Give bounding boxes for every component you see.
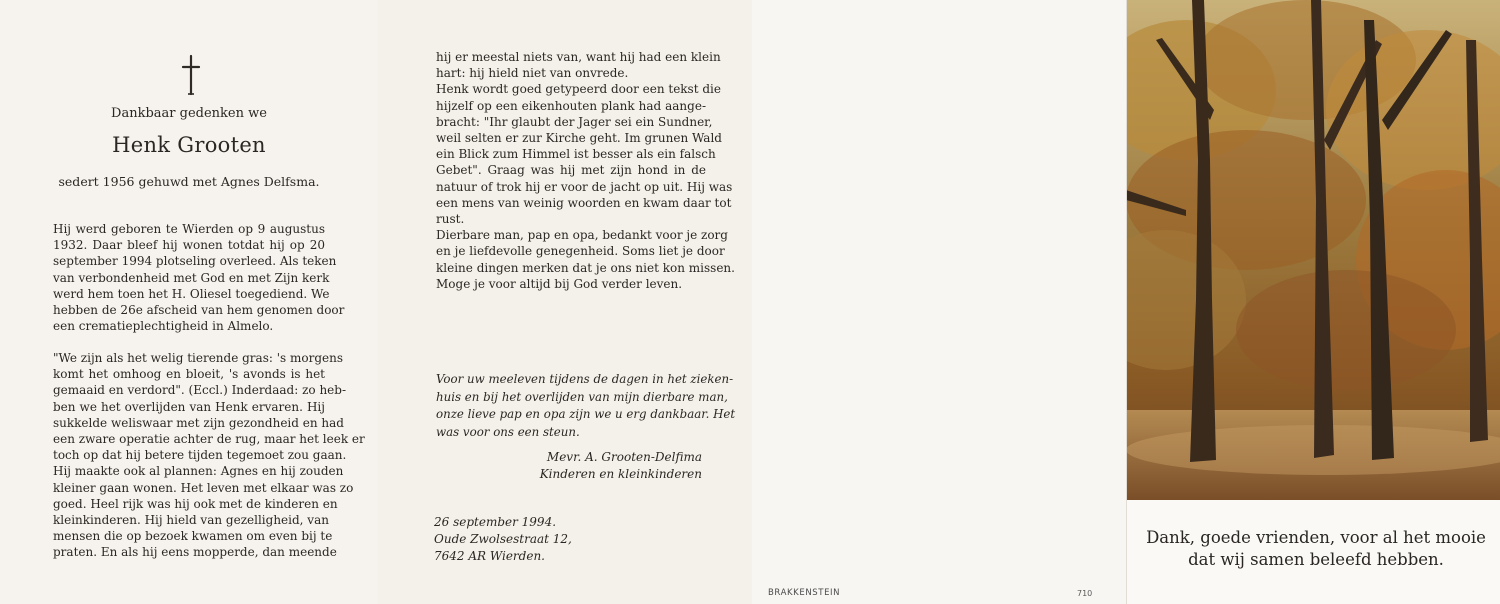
autumn-forest-photo — [1126, 0, 1500, 500]
text-line: Hij werd geboren te Wierden op 9 augustus — [53, 222, 325, 236]
signer-family: Kinderen en kleinkinderen — [539, 467, 702, 481]
text-line: gemaaid en verdord". (Eccl.) Inderdaad: zo heb- — [53, 383, 347, 398]
text-line: september 1994 plotseling overleed. Als teken — [53, 254, 337, 269]
panel-left — [0, 0, 378, 604]
text-line: onze lieve pap en opa zijn we u erg dankbaar. Het — [436, 407, 736, 421]
continuation-paragraph — [436, 49, 735, 292]
intro-text: Dankbaar gedenken we — [111, 106, 267, 121]
deceased-name: Henk Grooten — [112, 133, 266, 157]
text-line: ben we het overlijden van Henk ervaren. Hij — [53, 399, 325, 414]
card-code: 710 — [1077, 589, 1093, 598]
text-line: een zware operatie achter de rug, maar het leek er — [53, 432, 365, 447]
text-line: Henk wordt goed getypeerd door een tekst die — [436, 82, 721, 97]
text-line: Hij maakte ook al plannen: Agnes en hij zouden — [53, 464, 344, 479]
text-line: praten. En als hij eens mopperde, dan meende — [53, 545, 337, 560]
text-line: en je liefdevolle genegenheid. Soms liet je door — [436, 244, 725, 259]
text-line: weil selten er zur Kirche geht. Im grunen Wald — [436, 131, 722, 146]
fold-line — [1126, 0, 1127, 604]
address-block — [434, 514, 572, 565]
text-line: was voor ons een steun. — [436, 424, 580, 439]
cross-icon — [180, 54, 202, 96]
text-line: mensen die op bezoek kwamen om even bij te — [53, 529, 333, 544]
signer-name: Mevr. A. Grooten-Delfima — [546, 450, 702, 464]
memory-paragraph — [53, 350, 365, 561]
text-line: natuur of trok hij er voor de jacht op uit. Hij was — [436, 179, 733, 194]
text-line: Moge je voor altijd bij God verder leven. — [436, 276, 683, 291]
text-line: hart: hij hield niet van onvrede. — [436, 66, 629, 81]
text-line: Dierbare man, pap en opa, bedankt voor je zorg — [436, 228, 728, 243]
street-line: Oude Zwolsestraat 12, — [434, 532, 572, 546]
text-line: hijzelf op een eikenhouten plank had aange- — [436, 98, 706, 113]
text-line: een crematieplechtigheid in Almelo. — [53, 319, 274, 334]
signers — [436, 449, 702, 483]
verse-line: Dank, goede vrienden, voor al het mooie — [1146, 528, 1486, 547]
text-line: sukkelde weliswaar met zijn gezondheid en had — [53, 415, 344, 430]
text-line: bracht: "Ihr glaubt der Jager sei ein Sundner, — [436, 114, 713, 129]
text-line: kleiner gaan wonen. Het leven met elkaar was zo — [53, 480, 354, 495]
text-line: werd hem toen het H. Oliesel toegediend. We — [53, 286, 330, 301]
text-line: een mens van weinig woorden en kwam daar tot — [436, 195, 732, 210]
thanks-note — [436, 371, 736, 441]
date-line: 26 september 1994. — [434, 515, 557, 529]
text-line: toch op dat hij betere tijden tegemoet zou gaan. — [53, 448, 347, 463]
text-line: hij er meestal niets van, want hij had een klein — [436, 50, 721, 64]
closing-verse — [1126, 527, 1500, 571]
text-line: Voor uw meeleven tijdens de dagen in het zieken- — [436, 372, 734, 386]
text-line: goed. Heel rijk was hij ook met de kinderen en — [53, 496, 338, 511]
city-line: 7642 AR Wierden. — [434, 549, 545, 563]
verse-line: dat wij samen beleefd hebben. — [1188, 550, 1444, 569]
text-line: huis en bij het overlijden van mijn dierbare man, — [436, 389, 728, 404]
text-line: Gebet". Graag was hij met zijn hond in de — [436, 163, 706, 178]
text-line: komt het omhoog en bloeit, 's avonds is het — [53, 367, 325, 382]
panel-right — [1126, 0, 1500, 604]
biography-paragraph — [53, 221, 345, 334]
text-line: kleine dingen merken dat je ons niet kon missen. — [436, 260, 735, 275]
text-line: rust. — [436, 212, 465, 227]
spouse-line: sedert 1956 gehuwd met Agnes Delfsma. — [58, 174, 320, 189]
printer-mark: BRAKKENSTEIN — [768, 588, 841, 598]
text-line: kleinkinderen. Hij hield van gezelligheid, van — [53, 513, 329, 528]
text-line: hebben de 26e afscheid van hem genomen door — [53, 303, 345, 318]
text-line: "We zijn als het welig tierende gras: 's morgens — [53, 351, 343, 365]
text-line: ein Blick zum Himmel ist besser als ein falsch — [436, 147, 716, 162]
panel-blank — [752, 0, 1126, 604]
text-line: 1932. Daar bleef hij wonen totdat hij op 20 — [53, 238, 325, 253]
text-line: van verbondenheid met God en met Zijn kerk — [53, 270, 330, 285]
